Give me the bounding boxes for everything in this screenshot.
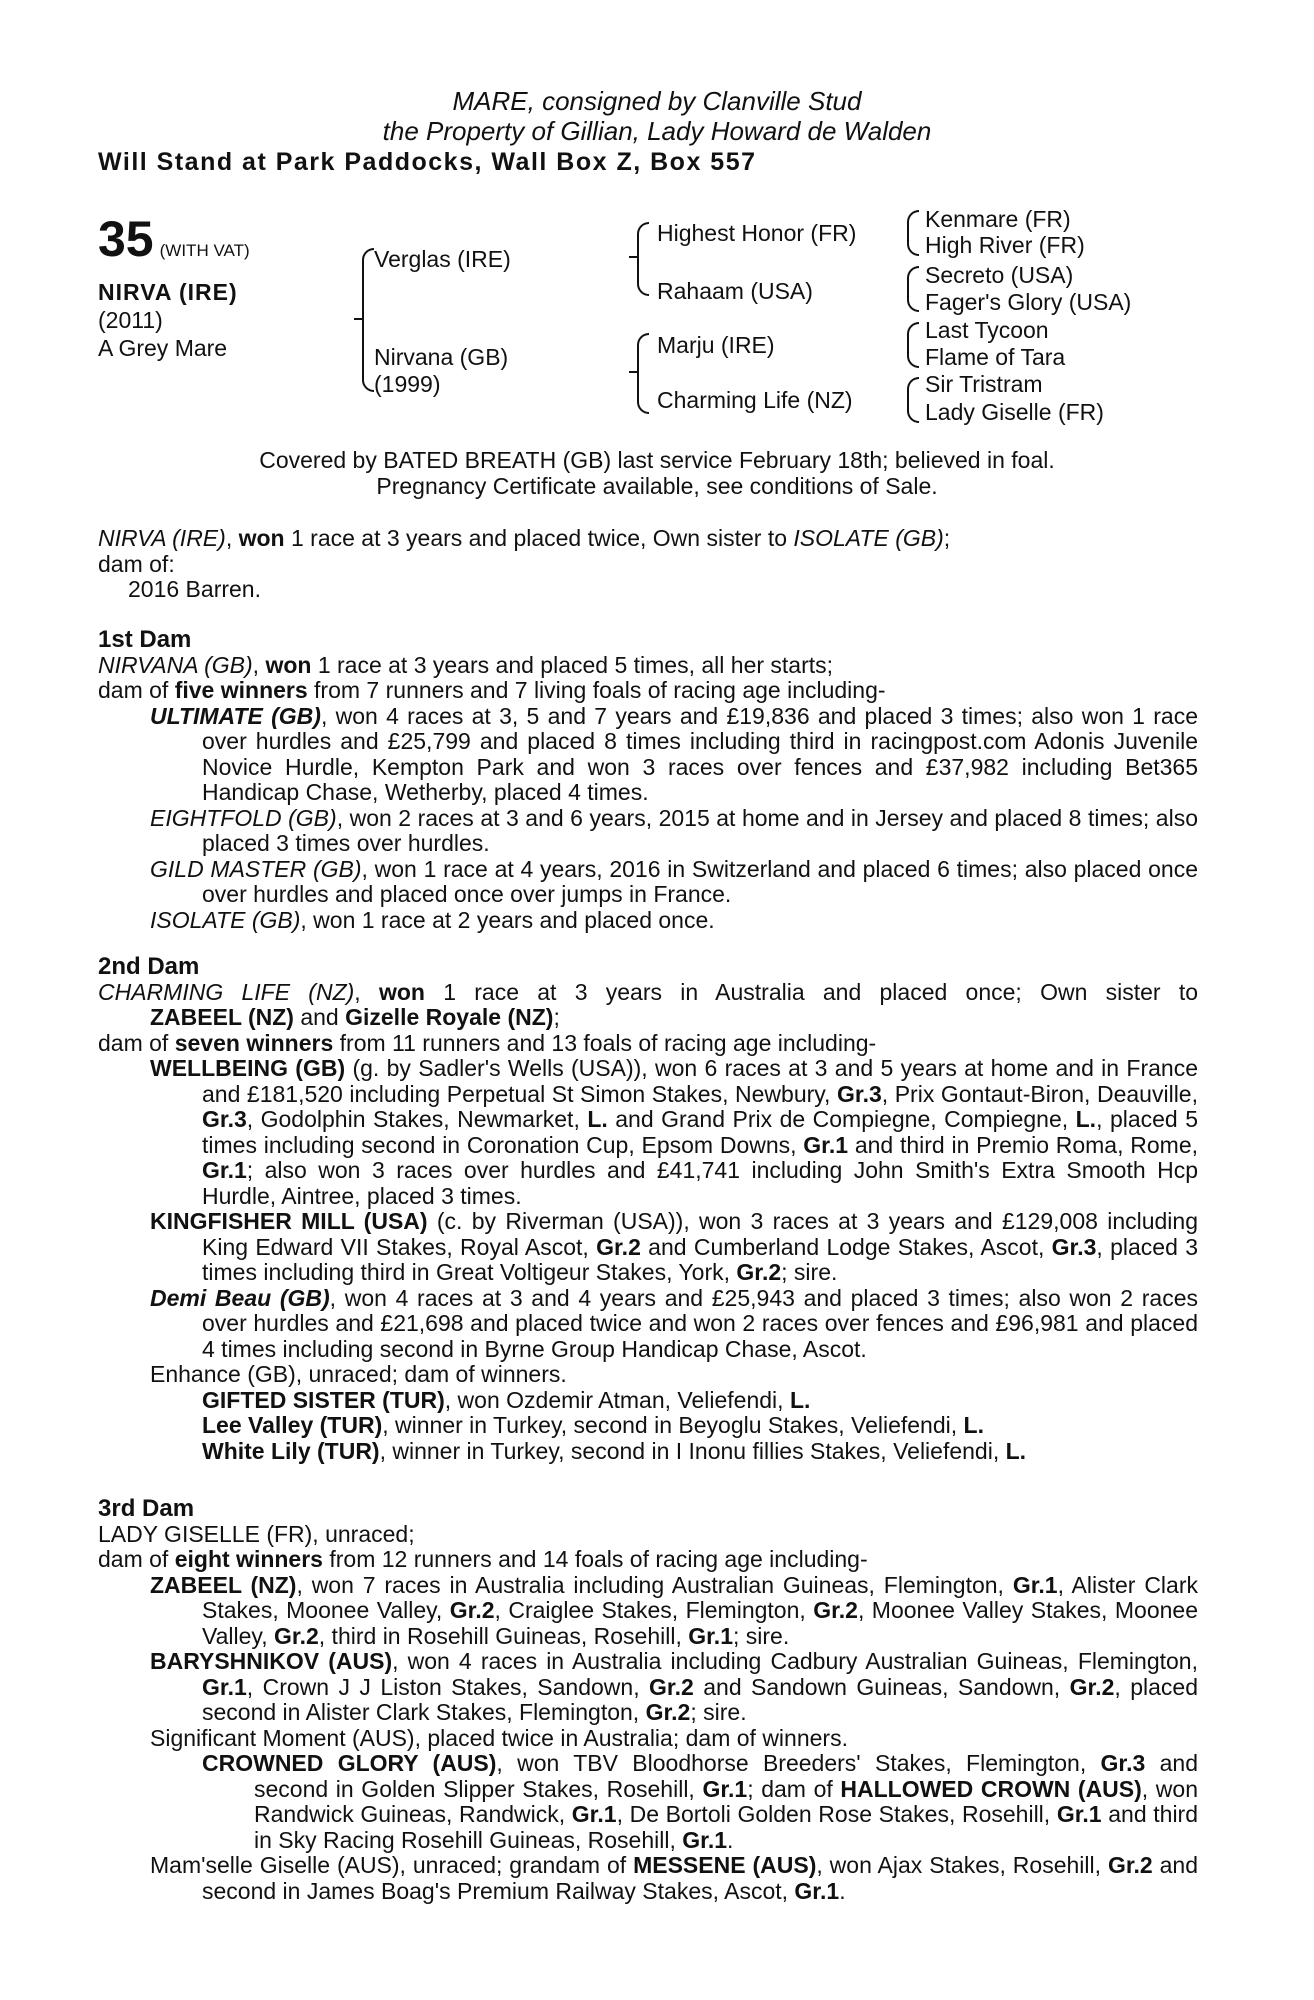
progeny-kingfisher-mill — [150, 1209, 1198, 1286]
pedigree-gen3-4: Fager's Glory (USA) — [925, 289, 1132, 315]
progeny-text: , won Ozdemir Atman, Veliefendi, — [444, 1386, 790, 1413]
pedigree-gen3-6: Flame of Tara — [925, 344, 1066, 370]
pedigree-gen3-3: Secreto (USA) — [925, 262, 1074, 288]
grade: Gr.2 — [1107, 1852, 1153, 1878]
grade: Gr.1 — [682, 1826, 728, 1853]
progeny-text: , Craiglee Stakes, Flemington, — [494, 1597, 814, 1623]
progeny-text: , won Ajax Stakes, Rosehill, — [816, 1852, 1108, 1878]
progeny-name: MESSENE (AUS) — [633, 1852, 817, 1878]
progeny-name: EIGHTFOLD (GB) — [150, 804, 337, 831]
grandprogeny-crowned-glory — [202, 1751, 1198, 1853]
progeny-mamselle-giselle — [150, 1853, 1198, 1904]
progeny-name: GIFTED SISTER (TUR) — [202, 1386, 445, 1413]
pedigree-gen2-1: Highest Honor (FR) — [657, 220, 857, 246]
progeny-text: (c. by Riverman (USA)), won 3 races at 3 years and £129,008 including King Edward VII Stakes, Royal Ascot, — [202, 1208, 1198, 1260]
grade: L. — [789, 1386, 811, 1413]
progeny-eightfold — [150, 806, 1198, 857]
progeny-text: , Godolphin Stakes, Newmarket, — [246, 1106, 588, 1132]
progeny-text: , won 4 races at 3, 5 and 7 years and £19,836 and placed 3 times; also won 1 race over hurdles and £25,799 and placed 8 times including third in racingpost.com Adonis Juvenile Novice Hurdle, Kempton Park and won 3 races over fences and £37,982 including Bet365 Handicap Chase, Wetherby, placed 4 times. — [202, 702, 1198, 805]
dam-line-brace — [637, 333, 649, 414]
first-dam-damof-a: dam of — [98, 677, 175, 703]
first-dam-name: NIRVANA (GB) — [98, 651, 253, 678]
intro-end: ; — [943, 525, 951, 551]
grade: Gr.2 — [649, 1673, 694, 1700]
progeny-wellbeing — [150, 1056, 1198, 1209]
third-dam-damof-a: dam of — [98, 1546, 175, 1572]
progeny-text: , third in Rosehill Guineas, Rosehill, — [318, 1622, 689, 1649]
grade: Gr.1 — [803, 1131, 849, 1158]
progeny-name: ZABEEL (NZ) — [150, 1571, 297, 1598]
progeny-text: , won 2 races at 3 and 6 years, 2015 at home and in Jersey and placed 8 times; also placed 3 times over hurdles. — [202, 804, 1199, 856]
stand-location: Will Stand at Park Paddocks, Wall Box Z, Box 557 — [98, 148, 757, 176]
sibling-and: and — [293, 1004, 346, 1030]
progeny-name: ULTIMATE (GB) — [150, 702, 321, 729]
gen3-brace-3 — [907, 322, 919, 368]
progeny-name: CROWNED GLORY (AUS) — [202, 1750, 497, 1776]
second-dam-section: 2nd Dam CHARMING LIFE (NZ), won 1 race at 3 years in Australia and placed once; Own sister to ZABEEL (NZ) and Gizelle Royale (NZ); dam of seven winners from 11 runners and 13 foals of racing age including- WELLBEING (GB) (g. by Sadler's Wells (USA)), won 6 races at 3 and 5 years at home and in France and £181,520 including Perpetual St Simon Stakes, Newbury, Gr.3, Prix Gontaut-Biron, Deauville, Gr.3, Godolphin Stakes, Newmarket, L. and Grand Prix de Compiegne, Compiegne, L., placed 5 times including second in Coronation Cup, Epsom Downs, Gr.1 and third in Premio Roma, Rome, Gr.1; also won 3 races over hurdles and £41,741 including John Smith's Extra Smooth Hcp Hurdle, Aintree, placed 3 times. KINGFISHER MILL (USA) (c. by Riverman (USA)), won 3 races at 3 years and £129,008 including King Edward VII Stakes, Royal Ascot, Gr.2 and Cumberland Lodge Stakes, Ascot, Gr.3, placed 3 times including third in Great Voltigeur Stakes, York, Gr.2; sire. Demi Beau (GB), won 4 races at 3 and 4 years and £25,943 and placed 3 times; also won 2 races over hurdles and £21,698 and placed twice and won 2 races over fences and £96,981 and placed 4 times including second in Byrne Group Handicap Chase, Ascot. Enhance (GB), unraced; dam of winners. GIFTED SISTER (TUR), won Ozdemir Atman, Veliefendi, L. Lee Valley (TUR), winner in Turkey, second in Beyoglu Stakes, Veliefendi, L. White Lily (TUR), winner in Turkey, second in I Inonu fillies Stakes, Veliefendi, L. — [98, 953, 1199, 1464]
second-dam-desc: 1 race at 3 years in Australia and placed once; Own sister to — [424, 978, 1199, 1005]
sibling-zabeel: ZABEEL (NZ) — [150, 1004, 294, 1030]
progeny-name: White Lily (TUR) — [202, 1437, 380, 1464]
grade: L. — [1075, 1106, 1097, 1132]
progeny-text: and Sandown Guineas, Sandown, — [693, 1673, 1070, 1700]
progeny-text: , winner in Turkey, second in Beyoglu Stakes, Veliefendi, — [382, 1412, 964, 1438]
progeny-gild-master — [150, 857, 1198, 908]
grade: Gr.1 — [688, 1622, 733, 1649]
grade: Gr.1 — [202, 1157, 247, 1183]
gen3-brace-4 — [907, 377, 919, 423]
pedigree-sire: Verglas (IRE) — [374, 246, 511, 272]
lot-number: 35 — [98, 211, 154, 267]
grade: Gr.2 — [596, 1233, 641, 1260]
pedigree-gen3-5: Last Tycoon — [925, 317, 1049, 343]
intro-name: NIRVA (IRE) — [98, 525, 226, 551]
grade: L. — [1005, 1437, 1027, 1464]
progeny-significant-moment: Significant Moment (AUS), placed twice in Australia; dam of winners. — [150, 1724, 848, 1751]
pedigree-gen2-2: Rahaam (USA) — [657, 278, 813, 304]
intro-sister: ISOLATE (GB) — [793, 525, 944, 551]
grade: Gr.1 — [1012, 1571, 1058, 1598]
third-dam-winners: eight winners — [174, 1546, 323, 1572]
progeny-text: . — [727, 1826, 734, 1853]
pedigree-gen3-7: Sir Tristram — [925, 371, 1043, 397]
second-dam-won: won — [378, 978, 425, 1005]
grade: Gr.2 — [1069, 1673, 1115, 1700]
grade: L. — [587, 1106, 608, 1132]
sibling-gizelle: Gizelle Royale (NZ) — [345, 1004, 554, 1030]
covered-line: Covered by BATED BREATH (GB) last service February 18th; believed in foal. — [259, 447, 1055, 473]
progeny-text: , won 7 races in Australia including Australian Guineas, Flemington, — [296, 1571, 1013, 1598]
grade: Gr.1 — [1056, 1801, 1102, 1827]
grade: Gr.2 — [813, 1597, 858, 1623]
progeny-name: BARYSHNIKOV (AUS) — [150, 1648, 393, 1674]
gen3-brace-1 — [907, 210, 919, 256]
sire-line-brace — [637, 222, 649, 296]
pedigree-gen3-8: Lady Giselle (FR) — [925, 399, 1104, 425]
progeny-name: Demi Beau (GB) — [150, 1284, 330, 1311]
progeny-name: KINGFISHER MILL (USA) — [150, 1208, 428, 1234]
progeny-text: Mam'selle Giselle (AUS), unraced; grandam of — [150, 1852, 634, 1878]
intro-barren: 2016 Barren. — [128, 576, 261, 602]
horse-name: NIRVA (IRE) — [98, 279, 238, 305]
progeny-text: , placed 5 times including second in Coronation Cup, Epsom Downs, — [202, 1106, 1198, 1158]
progeny-ultimate — [150, 704, 1198, 806]
vat-note: (WITH VAT) — [159, 241, 250, 260]
intro-damof: dam of: — [98, 550, 175, 577]
pedigree-dam: Nirvana (GB) — [374, 344, 509, 370]
progeny-text: , won 1 race at 4 years, 2016 in Switzerland and placed 6 times; also placed once over hurdles and placed once over jumps in France. — [202, 855, 1198, 907]
pedigree-gen2-4: Charming Life (NZ) — [657, 387, 853, 413]
progeny-text: , winner in Turkey, second in I Inonu fillies Stakes, Veliefendi, — [379, 1437, 1006, 1464]
progeny-text: ; sire. — [690, 1699, 747, 1725]
sire-line-brace-point — [629, 256, 638, 258]
dam-line-brace-point — [629, 371, 638, 373]
grandprogeny-gifted-sister — [202, 1388, 1198, 1414]
progeny-demi-beau — [150, 1286, 1198, 1363]
grade: Gr.1 — [794, 1877, 840, 1904]
grade: Gr.3 — [202, 1106, 247, 1132]
progeny-name: GILD MASTER (GB) — [150, 855, 362, 882]
pedigree-gen2-3: Marju (IRE) — [657, 332, 775, 358]
grade: Gr.1 — [702, 1775, 748, 1802]
progeny-text: , Alister Clark Stakes, Moonee Valley, — [202, 1571, 1198, 1623]
pregnancy-line: Pregnancy Certificate available, see conditions of Sale. — [376, 473, 938, 499]
second-dam-damof-a: dam of — [98, 1029, 175, 1056]
progeny-text: and Grand Prix de Compiegne, Compiegne, — [607, 1106, 1076, 1132]
first-dam-winners: five winners — [174, 677, 308, 703]
progeny-text: , De Bortoli Golden Rose Stakes, Rosehill, — [616, 1801, 1057, 1827]
intro-won: won — [238, 525, 285, 551]
progeny-name: HALLOWED CROWN (AUS) — [840, 1775, 1142, 1802]
progeny-text: , won TBV Bloodhorse Breeders' Stakes, Flemington, — [496, 1750, 1101, 1776]
horse-info — [98, 278, 238, 362]
progeny-name: Lee Valley (TUR) — [202, 1412, 383, 1438]
progeny-text: ; sire. — [733, 1622, 790, 1649]
grandprogeny-white-lily — [202, 1439, 1198, 1465]
third-dam-damof-c: from 12 runners and 14 foals of racing age including- — [322, 1546, 868, 1572]
consignor-line: MARE, consigned by Clanville Stud — [452, 86, 862, 116]
progeny-text: , Moonee Valley Stakes, Moonee Valley, — [202, 1597, 1198, 1649]
sire-dam-brace — [362, 248, 374, 392]
second-dam-name: CHARMING LIFE (NZ) — [98, 978, 355, 1005]
progeny-text: and second in James Boag's Premium Railway Stakes, Ascot, — [202, 1852, 1198, 1904]
first-dam-desc: 1 race at 3 years and placed 5 times, all her starts; — [311, 651, 834, 678]
intro-section: NIRVA (IRE), won 1 race at 3 years and placed twice, Own sister to ISOLATE (GB); dam of: 2016 Barren. — [98, 526, 1198, 603]
progeny-text: (g. by Sadler's Wells (USA)), won 6 races at 3 and 5 years at home and in France and £181,520 including Perpetual St Simon Stakes, Newbury, — [202, 1055, 1198, 1107]
second-dam-damof-c: from 11 runners and 13 foals of racing age including- — [333, 1029, 877, 1056]
progeny-text: , won 4 races in Australia including Cadbury Australian Guineas, Flemington, — [392, 1648, 1198, 1674]
grade: Gr.2 — [645, 1699, 691, 1725]
first-dam-damof-c: from 7 runners and 7 living foals of racing age including- — [307, 677, 886, 703]
grade: Gr.2 — [274, 1622, 319, 1649]
sibling-semicolon: ; — [553, 1004, 560, 1030]
progeny-text: ; sire. — [781, 1259, 838, 1285]
progeny-text: , placed 3 times including third in Great Voltigeur Stakes, York, — [202, 1233, 1198, 1285]
grade: Gr.3 — [837, 1080, 882, 1107]
third-dam-name: LADY GISELLE (FR), unraced; — [98, 1520, 415, 1547]
third-dam-heading: 3rd Dam — [98, 1495, 195, 1522]
progeny-name: ISOLATE (GB) — [150, 906, 301, 933]
first-dam-section: 1st Dam NIRVANA (GB), won 1 race at 3 years and placed 5 times, all her starts; dam of five winners from 7 runners and 7 living foals of racing age including- ULTIMATE (GB), won 4 races at 3, 5 and 7 years and £19,836 and placed 3 times; also won 1 race over hurdles and £25,799 and placed 8 times including third in racingpost.com Adonis Juvenile Novice Hurdle, Kempton Park and won 3 races over fences and £37,982 including Bet365 Handicap Chase, Wetherby, placed 4 times. EIGHTFOLD (GB), won 2 races at 3 and 6 years, 2015 at home and in Jersey and placed 8 times; also placed 3 times over hurdles. GILD MASTER (GB), won 1 race at 4 years, 2016 in Switzerland and placed 6 times; also placed once over hurdles and placed once over jumps in France. ISOLATE (GB), won 1 race at 2 years and placed once. — [98, 626, 1199, 933]
progeny-text: ; dam of — [747, 1775, 841, 1802]
grade: L. — [963, 1412, 984, 1438]
progeny-text: . — [839, 1877, 846, 1904]
intro-text: 1 race at 3 years and placed twice, Own sister to — [284, 525, 794, 551]
gen3-brace-2 — [907, 266, 919, 312]
progeny-text: ; also won 3 races over hurdles and £41,741 including John Smith's Extra Smooth Hcp Hurdle, Aintree, placed 3 times. — [202, 1157, 1198, 1209]
first-dam-heading: 1st Dam — [98, 626, 192, 653]
grade: Gr.2 — [736, 1259, 782, 1285]
progeny-enhance: Enhance (GB), unraced; dam of winners. — [150, 1361, 567, 1387]
progeny-text: , Crown J J Liston Stakes, Sandown, — [246, 1673, 650, 1700]
progeny-text: and second in Golden Slipper Stakes, Rosehill, — [254, 1750, 1198, 1802]
first-dam-won: won — [265, 651, 312, 678]
pedigree-gen3-1: Kenmare (FR) — [925, 206, 1071, 232]
second-dam-winners: seven winners — [174, 1029, 334, 1056]
grade: Gr.2 — [449, 1597, 495, 1623]
lot-number-block — [98, 210, 250, 268]
progeny-isolate — [150, 908, 1198, 934]
pedigree-dam-year: (1999) — [374, 371, 441, 397]
progeny-baryshnikov — [150, 1649, 1198, 1726]
progeny-zabeel — [150, 1573, 1198, 1650]
progeny-name: WELLBEING (GB) — [150, 1055, 346, 1081]
progeny-text: , Prix Gontaut-Biron, Deauville, — [881, 1080, 1198, 1107]
sire-dam-brace-point — [354, 318, 363, 320]
grade: Gr.3 — [1100, 1750, 1146, 1776]
grade: Gr.3 — [1051, 1233, 1097, 1260]
horse-year: (2011) — [98, 307, 163, 333]
grade: Gr.1 — [571, 1801, 617, 1827]
third-dam-section — [98, 1496, 1198, 1904]
progeny-text: , placed second in Alister Clark Stakes, Flemington, — [202, 1673, 1198, 1725]
progeny-text: and third in Sky Racing Rosehill Guineas, Rosehill, — [254, 1801, 1198, 1853]
property-line: the Property of Gillian, Lady Howard de Walden — [382, 116, 932, 146]
progeny-text: , won 4 races at 3 and 4 years and £25,943 and placed 3 times; also won 2 races over hurdles and £21,698 and placed twice and won 2 races over fences and £96,981 and placed 4 times including second in Byrne Group Handicap Chase, Ascot. — [202, 1284, 1198, 1362]
progeny-text: and third in Premio Roma, Rome, — [848, 1131, 1198, 1158]
progeny-text: and Cumberland Lodge Stakes, Ascot, — [640, 1233, 1052, 1260]
progeny-text: , won Randwick Guineas, Randwick, — [254, 1775, 1198, 1827]
progeny-text: , won 1 race at 2 years and placed once. — [300, 906, 715, 933]
second-dam-heading: 2nd Dam — [98, 953, 200, 980]
grandprogeny-lee-valley — [202, 1413, 1198, 1439]
grade: Gr.1 — [202, 1673, 247, 1700]
pedigree-gen3-2: High River (FR) — [925, 232, 1085, 258]
horse-description: A Grey Mare — [98, 335, 228, 361]
